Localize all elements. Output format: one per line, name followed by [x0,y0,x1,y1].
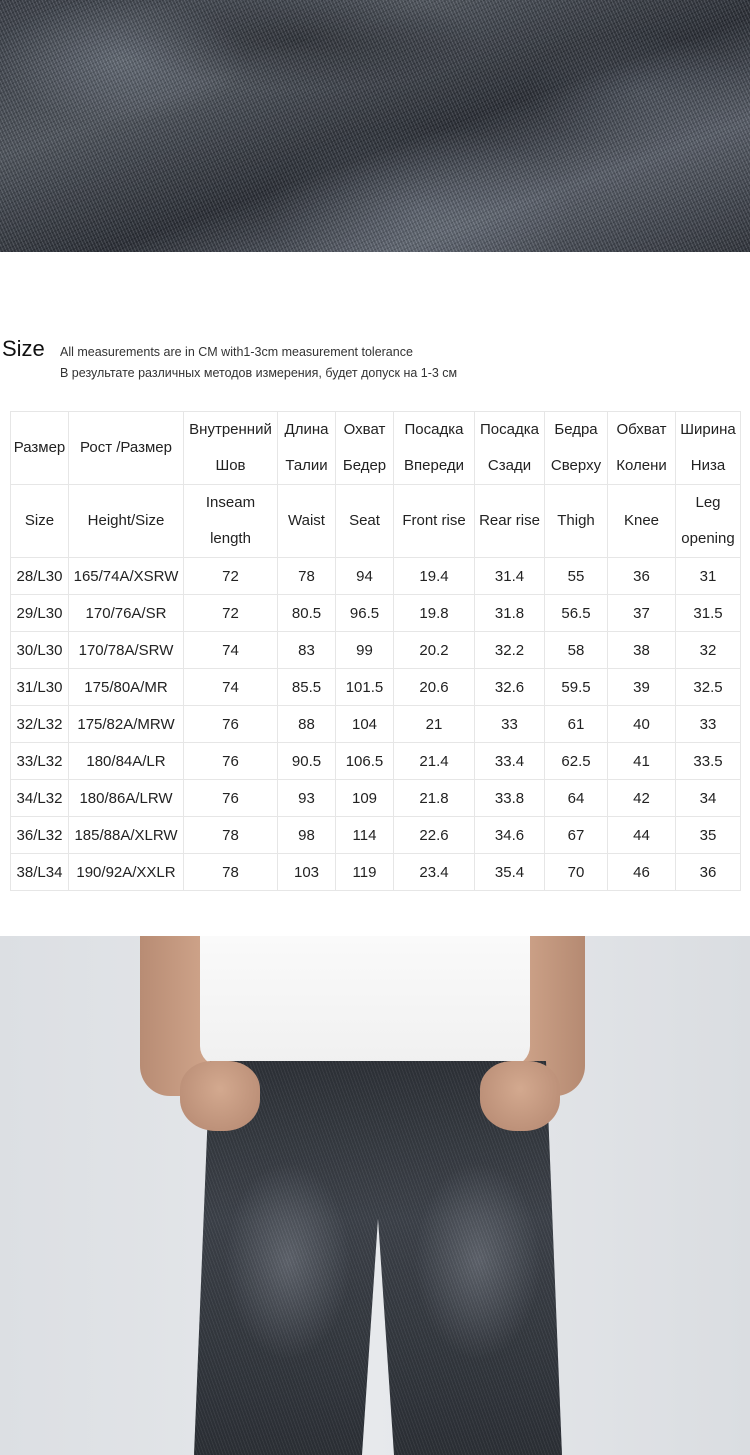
table-cell: 72 [184,558,278,595]
table-cell: 103 [278,854,336,891]
header-cell-ru: Размер [11,412,69,485]
measurement-note-ru: В результате различных методов измерения, будет допуск на 1-3 см [60,366,458,380]
denim-fabric-photo [0,0,750,252]
measurement-note-en: All measurements are in CM with1-3cm measurement tolerance [60,345,413,359]
table-cell: 31.4 [475,558,545,595]
table-cell: 38 [608,632,676,669]
table-cell: 32.2 [475,632,545,669]
header-row-en [11,485,741,558]
table-cell: 170/76A/SR [69,595,184,632]
table-cell: 28/L30 [11,558,69,595]
left-hand [180,1061,260,1131]
table-cell: 180/84A/LR [69,743,184,780]
header-cell-en: Leg opening [676,485,741,558]
table-cell: 78 [184,817,278,854]
header-cell-ru: Охват Бедер [336,412,394,485]
table-cell: 31.8 [475,595,545,632]
table-cell: 119 [336,854,394,891]
table-cell: 32.6 [475,669,545,706]
header-cell-ru: Посадка Впереди [394,412,475,485]
table-row [11,706,741,743]
header-row-ru [11,412,741,485]
table-cell: 56.5 [545,595,608,632]
table-cell: 33/L32 [11,743,69,780]
header-cell-ru: Обхват Колени [608,412,676,485]
table-cell: 19.8 [394,595,475,632]
table-cell: 109 [336,780,394,817]
table-cell: 61 [545,706,608,743]
table-cell: 106.5 [336,743,394,780]
table-cell: 90.5 [278,743,336,780]
table-cell: 58 [545,632,608,669]
header-cell-en: Size [11,485,69,558]
table-cell: 85.5 [278,669,336,706]
table-cell: 165/74A/XSRW [69,558,184,595]
table-cell: 175/82A/MRW [69,706,184,743]
table-row [11,854,741,891]
table-cell: 88 [278,706,336,743]
table-cell: 98 [278,817,336,854]
table-cell: 22.6 [394,817,475,854]
table-row [11,632,741,669]
header-cell-en: Inseam length [184,485,278,558]
table-cell: 32.5 [676,669,741,706]
table-cell: 21.4 [394,743,475,780]
table-cell: 21 [394,706,475,743]
header-cell-en: Front rise [394,485,475,558]
table-cell: 62.5 [545,743,608,780]
header-cell-ru: Посадка Сзади [475,412,545,485]
table-cell: 74 [184,632,278,669]
table-cell: 34 [676,780,741,817]
table-cell: 94 [336,558,394,595]
table-cell: 21.8 [394,780,475,817]
table-row [11,595,741,632]
table-cell: 64 [545,780,608,817]
table-cell: 78 [184,854,278,891]
table-cell: 34.6 [475,817,545,854]
table-row [11,743,741,780]
table-cell: 42 [608,780,676,817]
table-cell: 180/86A/LRW [69,780,184,817]
table-cell: 33 [475,706,545,743]
table-cell: 30/L30 [11,632,69,669]
header-cell-ru: Внутренний Шов [184,412,278,485]
table-cell: 31 [676,558,741,595]
table-cell: 29/L30 [11,595,69,632]
table-cell: 41 [608,743,676,780]
size-rows [11,558,741,891]
table-cell: 38/L34 [11,854,69,891]
table-cell: 93 [278,780,336,817]
model-photo [0,936,750,1455]
table-cell: 78 [278,558,336,595]
table-cell: 72 [184,595,278,632]
table-cell: 76 [184,706,278,743]
table-cell: 74 [184,669,278,706]
table-cell: 33.8 [475,780,545,817]
table-cell: 101.5 [336,669,394,706]
table-row [11,558,741,595]
table-cell: 32 [676,632,741,669]
table-cell: 70 [545,854,608,891]
table-cell: 31.5 [676,595,741,632]
table-cell: 20.6 [394,669,475,706]
table-cell: 55 [545,558,608,595]
table-cell: 36/L32 [11,817,69,854]
table-row [11,817,741,854]
white-tshirt [200,936,530,1066]
header-cell-en: Rear rise [475,485,545,558]
table-cell: 32/L32 [11,706,69,743]
table-cell: 23.4 [394,854,475,891]
size-title: Size [2,336,45,361]
table-cell: 39 [608,669,676,706]
table-cell: 114 [336,817,394,854]
header-cell-en: Waist [278,485,336,558]
header-cell-en: Thigh [545,485,608,558]
header-cell-ru: Ширина Низа [676,412,741,485]
table-cell: 37 [608,595,676,632]
header-cell-ru: Длина Талии [278,412,336,485]
table-cell: 36 [676,854,741,891]
table-row [11,669,741,706]
table-cell: 34/L32 [11,780,69,817]
table-row [11,780,741,817]
table-cell: 99 [336,632,394,669]
table-cell: 31/L30 [11,669,69,706]
table-cell: 190/92A/XXLR [69,854,184,891]
table-cell: 46 [608,854,676,891]
table-cell: 67 [545,817,608,854]
table-cell: 35 [676,817,741,854]
table-cell: 96.5 [336,595,394,632]
table-cell: 76 [184,743,278,780]
table-cell: 185/88A/XLRW [69,817,184,854]
table-cell: 175/80A/MR [69,669,184,706]
table-cell: 83 [278,632,336,669]
right-hand [480,1061,560,1131]
table-cell: 40 [608,706,676,743]
table-cell: 80.5 [278,595,336,632]
table-cell: 104 [336,706,394,743]
header-cell-en: Seat [336,485,394,558]
size-chart-table [10,411,741,891]
header-cell-ru: Бедра Сверху [545,412,608,485]
header-cell-ru: Рост /Размер [69,412,184,485]
header-cell-en: Height/Size [69,485,184,558]
table-cell: 59.5 [545,669,608,706]
table-cell: 35.4 [475,854,545,891]
table-cell: 19.4 [394,558,475,595]
table-cell: 44 [608,817,676,854]
table-cell: 170/78A/SRW [69,632,184,669]
table-cell: 20.2 [394,632,475,669]
table-cell: 33.5 [676,743,741,780]
table-cell: 76 [184,780,278,817]
table-cell: 33 [676,706,741,743]
header-cell-en: Knee [608,485,676,558]
table-cell: 33.4 [475,743,545,780]
table-cell: 36 [608,558,676,595]
